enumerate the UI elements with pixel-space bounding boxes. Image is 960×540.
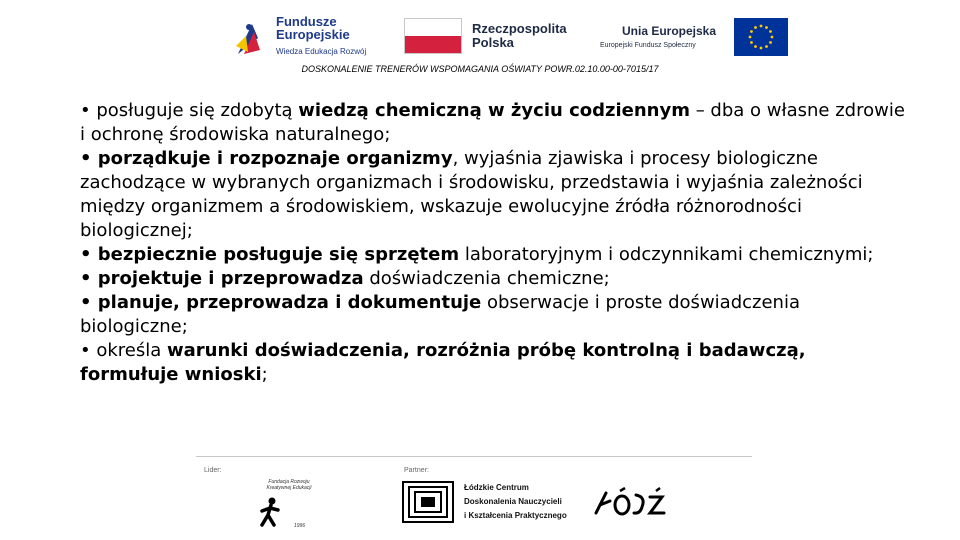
ue-title: Unia Europejska	[622, 24, 717, 38]
bullet-text: obserwacje i proste doświadczenia biologiczne;	[80, 292, 800, 337]
eu-flag-icon	[734, 18, 788, 56]
bullet-item	[80, 291, 910, 339]
rzeczpospolita-polska-logo	[404, 18, 567, 58]
project-identifier: DOSKONALENIE TRENERÓW WSPOMAGANIA OŚWIATY POWR.02.10.00-00-7015/17	[301, 64, 659, 74]
fe-star-logo-icon	[234, 16, 264, 56]
bullet-text: ;	[261, 364, 268, 385]
polish-flag-icon	[404, 18, 462, 54]
fk-name: Fundacja Rozwoju Kreatywnej Edukacji	[266, 479, 312, 491]
partners-footer	[196, 456, 752, 537]
fundacja-logo	[254, 479, 324, 531]
lc-line2: Doskonalenia Nauczycieli	[464, 497, 562, 506]
bullet-text: • posługuje się zdobytą	[80, 100, 299, 121]
bullet-text: • określa	[80, 340, 167, 361]
rp-line1: Rzeczpospolita	[472, 21, 567, 36]
lider-label: Lider:	[204, 467, 222, 474]
bullet-bold-text: wiedzą chemiczną w życiu codziennym	[298, 100, 690, 121]
concentric-squares-icon	[402, 481, 454, 523]
lodz-city-logo	[592, 487, 668, 519]
partner-label: Partner:	[404, 467, 429, 474]
bullet-list	[80, 99, 910, 387]
lc-line1: Łódzkie Centrum	[464, 483, 529, 492]
lc-text	[464, 481, 567, 523]
bullet-text: – dba o własne zdrowie i ochronę środowiska naturalnego;	[80, 100, 905, 145]
bullet-text: , wyjaśnia zjawiska i procesy biologiczne zachodzące w wybranych organizmach i środowisku, przedstawia i wyjaśnia zależności między organizmem a środowiskiem, wskazuje ewolucyjne źródła różnorodności biologicznej;	[80, 148, 863, 241]
fe-logo-text	[276, 15, 350, 41]
fundusze-europejskie-logo	[234, 14, 384, 58]
bullet-item	[80, 147, 910, 243]
fk-year: 1996	[294, 523, 306, 529]
bullet-text: laboratoryjnym i odczynnikami chemicznymi;	[459, 244, 874, 265]
header-logo-strip	[228, 12, 793, 62]
running-figure-icon	[258, 497, 284, 527]
ue-subtitle: Europejski Fundusz Społeczny	[600, 42, 696, 49]
bullet-item	[80, 99, 910, 147]
rp-logo-text	[472, 22, 567, 50]
fe-line1: Fundusze	[276, 14, 337, 29]
bullet-bold-text: • projektuje i przeprowadza	[80, 268, 364, 289]
lodzkie-centrum-logo	[402, 481, 572, 529]
bullet-item	[80, 267, 910, 291]
unia-europejska-logo	[600, 18, 790, 58]
bullet-item	[80, 243, 910, 267]
bullet-item	[80, 339, 910, 387]
bullet-bold-text: • porządkuje i rozpoznaje organizmy	[80, 148, 453, 169]
fe-line2: Europejskie	[276, 27, 350, 42]
rp-line2: Polska	[472, 35, 514, 50]
bullet-bold-text: • planuje, przeprowadza i dokumentuje	[80, 292, 482, 313]
fe-subtitle: Wiedza Edukacja Rozwój	[276, 47, 367, 56]
bullet-bold-text: warunki doświadczenia, rozróżnia próbę kontrolną i badawczą, formułuje wnioski	[80, 340, 806, 385]
lc-line3: i Kształcenia Praktycznego	[464, 511, 567, 520]
bullet-bold-text: • bezpiecznie posługuje się sprzętem	[80, 244, 460, 265]
bullet-text: doświadczenia chemiczne;	[363, 268, 610, 289]
